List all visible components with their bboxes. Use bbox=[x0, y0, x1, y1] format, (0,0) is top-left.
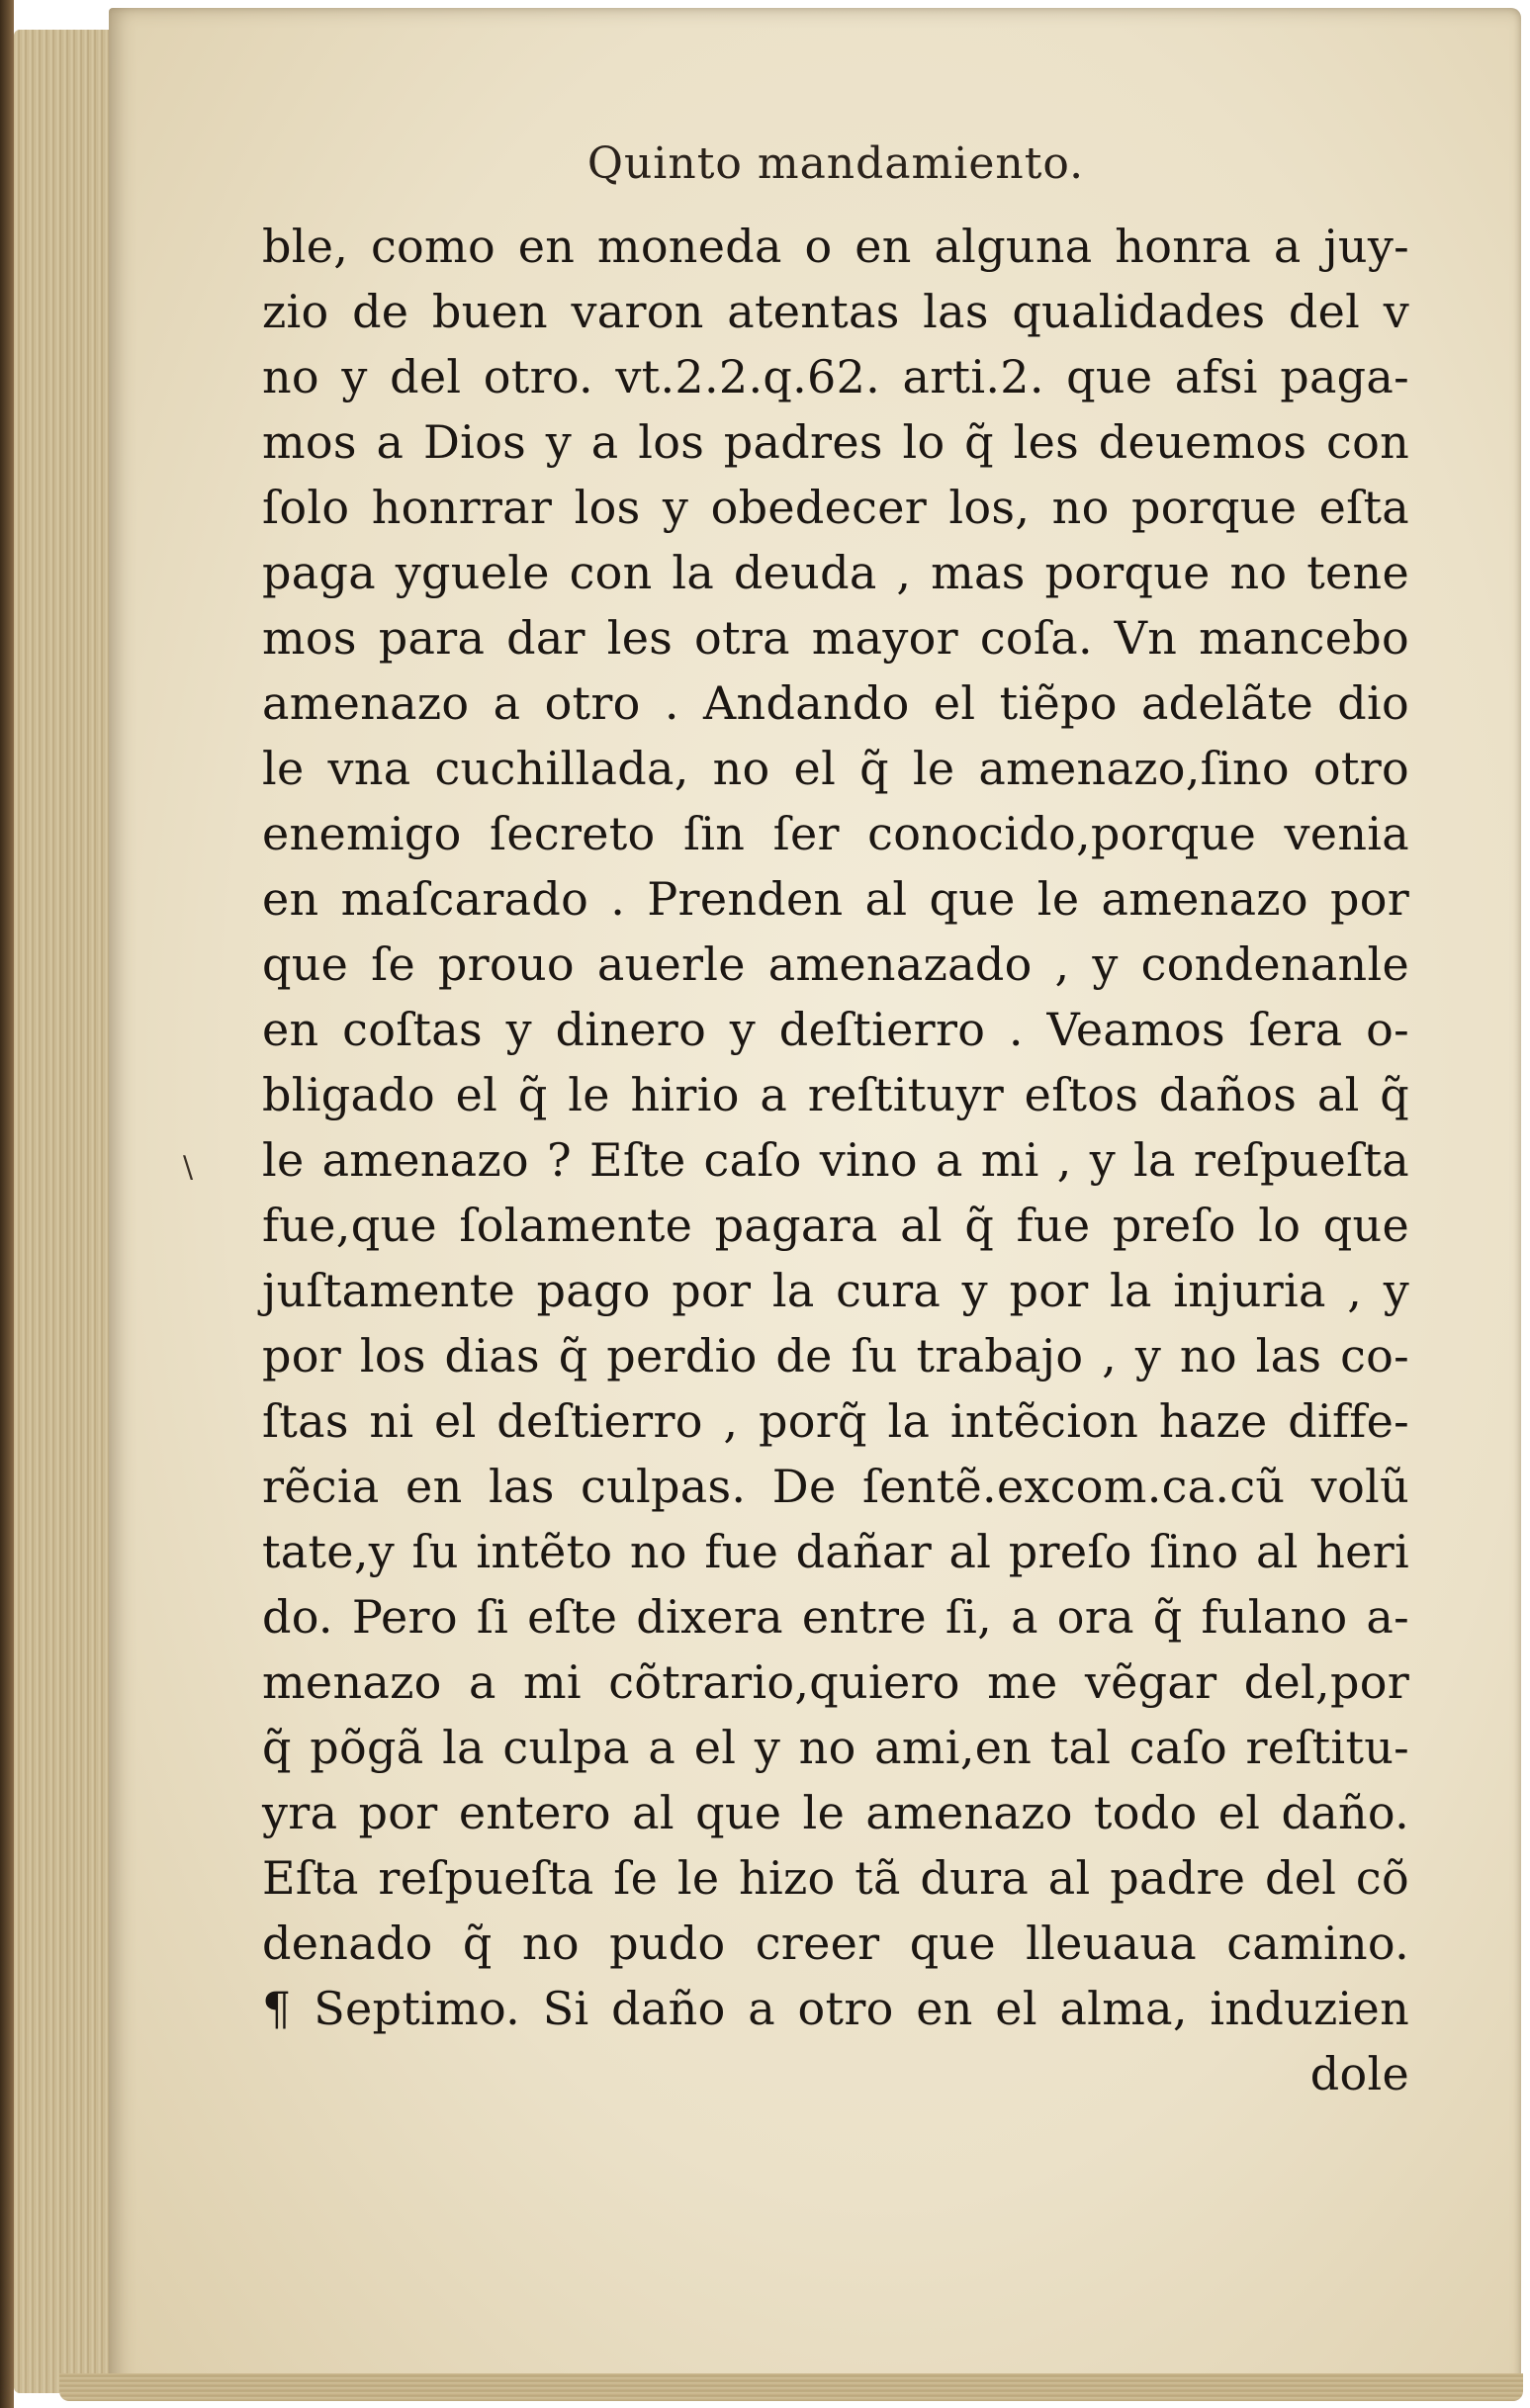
running-head: Quinto mandamiento. bbox=[586, 138, 1085, 189]
text-line-10: enemigo ſecreto ſin ſer conocido,porque venia bbox=[262, 807, 1409, 860]
margin-mark: \ bbox=[183, 1150, 194, 1185]
text-line-3: no y del otro. vt.2.2.q.62. arti.2. que afsi paga- bbox=[262, 350, 1409, 403]
bottom-page-edges bbox=[59, 2373, 1523, 2401]
text-line-12: que ſe prouo auerle amenazado , y condenanle bbox=[262, 937, 1409, 991]
text-line-24: q̃ põgã la culpa a el y no ami,en tal caſo reſtitu- bbox=[262, 1721, 1409, 1774]
text-line-28: ¶ Septimo. Si daño a otro en el alma, induzien bbox=[262, 1982, 1409, 2035]
text-line-20: rẽcia en las culpas. De ſentẽ.excom.ca.cũ volũ bbox=[262, 1460, 1409, 1513]
text-line-25: yra por entero al que le amenazo todo el daño. bbox=[262, 1786, 1409, 1839]
text-line-6: paga yguele con la deuda , mas porque no tene bbox=[262, 546, 1409, 599]
catchword: dole bbox=[1309, 2047, 1409, 2100]
text-line-18: por los dias q̃ perdio de ſu trabajo , y no las co- bbox=[262, 1329, 1409, 1382]
text-line-2: zio de buen varon atentas las qualidades del v bbox=[262, 285, 1409, 338]
text-line-5: ſolo honrrar los y obedecer los, no porque eſta bbox=[262, 481, 1409, 534]
text-line-7: mos para dar les otra mayor coſa. Vn mancebo bbox=[262, 611, 1409, 665]
book-spine bbox=[0, 0, 14, 2408]
text-line-13: en coſtas y dinero y deſtierro . Veamos ſera o- bbox=[262, 1003, 1409, 1056]
text-line-22: do. Pero ſi eſte dixera entre ſi, a ora q̃ fulano a- bbox=[262, 1590, 1409, 1644]
text-line-4: mos a Dios y a los padres lo q̃ les deuemos con bbox=[262, 415, 1409, 469]
text-line-15: le amenazo ? Eſte caſo vino a mi , y la reſpueſta bbox=[262, 1133, 1409, 1187]
page-edges bbox=[14, 30, 113, 2393]
text-line-26: Eſta reſpueſta ſe le hizo tã dura al padre del cõ bbox=[262, 1851, 1409, 1905]
text-line-14: bligado el q̃ le hirio a reſtituyr eſtos daños al q̃ bbox=[262, 1068, 1409, 1121]
text-line-21: tate,y ſu intẽto no fue dañar al preſo ſino al heri bbox=[262, 1525, 1409, 1578]
text-line-23: menazo a mi cõtrario,quiero me vẽgar del,por bbox=[262, 1655, 1409, 1709]
text-line-9: le vna cuchillada, no el q̃ le amenazo,ſino otro bbox=[262, 742, 1409, 795]
text-line-19: ſtas ni el deſtierro , porq̃ la intẽcion haze diffe- bbox=[262, 1394, 1409, 1448]
text-line-27: denado q̃ no pudo creer que lleuaua camino. bbox=[262, 1917, 1409, 1970]
text-line-17: juſtamente pago por la cura y por la injuria , y bbox=[262, 1264, 1409, 1317]
text-line-8: amenazo a otro . Andando el tiẽpo adelãte dio bbox=[262, 676, 1409, 730]
text-line-1: ble, como en moneda o en alguna honra a juy- bbox=[262, 220, 1409, 273]
text-line-11: en maſcarado . Prenden al que le amenazo por bbox=[262, 872, 1409, 926]
text-line-16: fue,que ſolamente pagara al q̃ fue preſo lo que bbox=[262, 1199, 1409, 1252]
